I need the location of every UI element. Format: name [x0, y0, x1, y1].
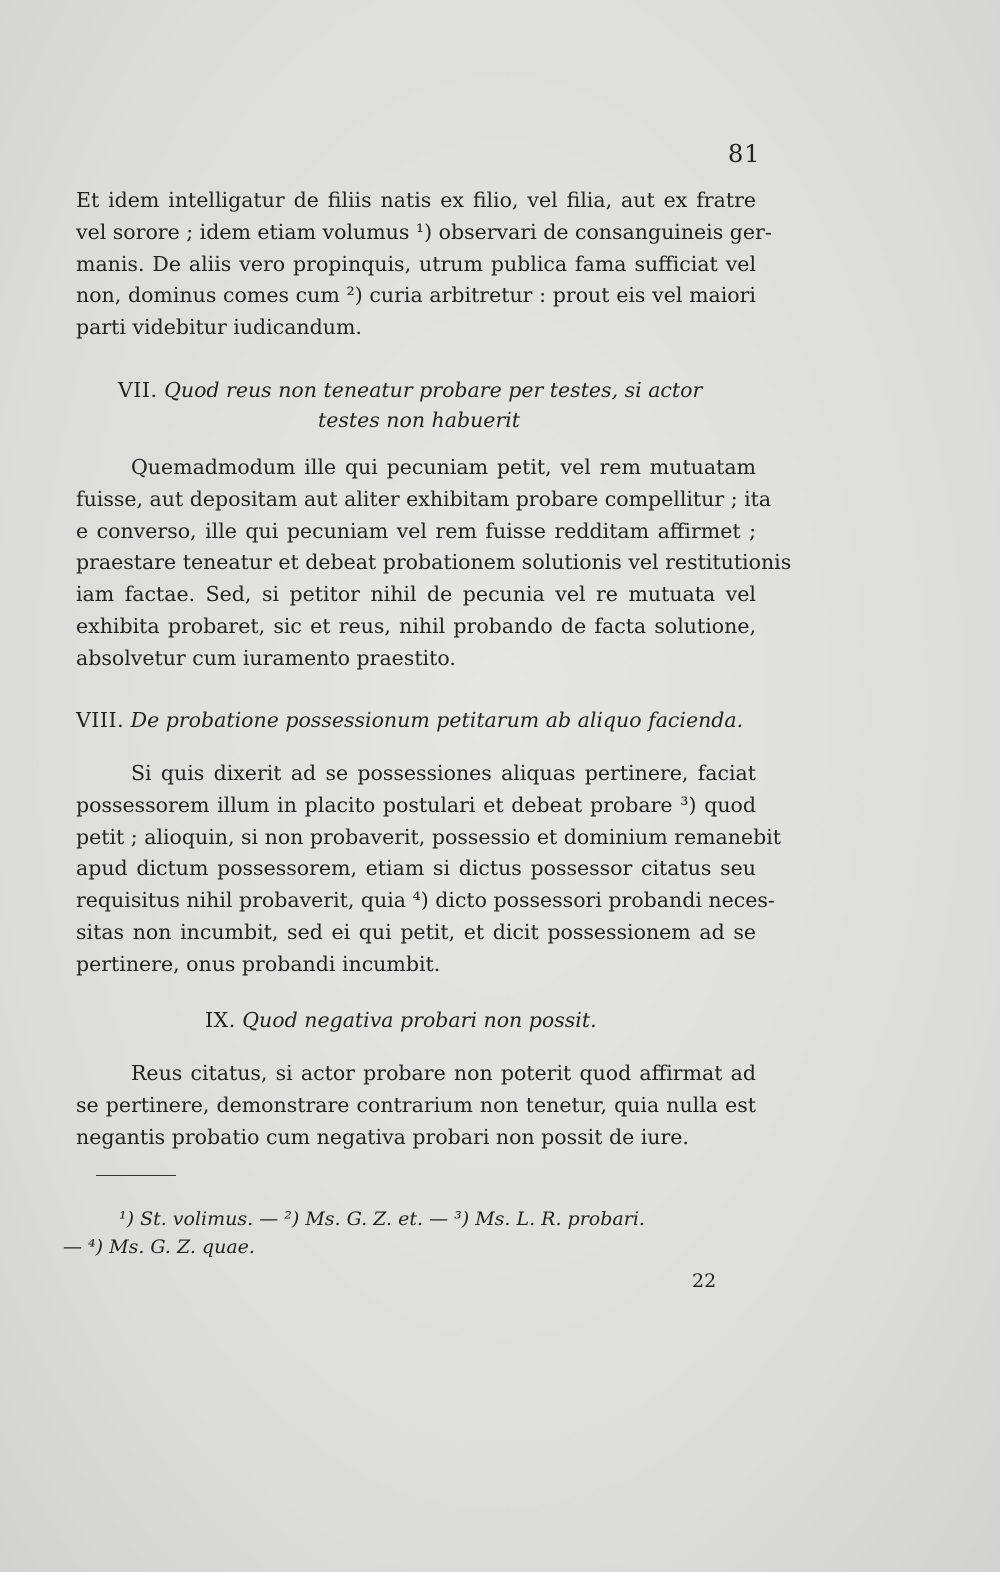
text-line: Si quis dixerit ad se possessiones aliquas pertinere, faciat: [131, 761, 756, 785]
text-line: se pertinere, demonstrare contrarium non tenetur, quia nulla est: [76, 1092, 756, 1117]
section-title-continued: testes non habuerit: [318, 408, 521, 432]
text-line: manis. De aliis vero propinquis, utrum publica fama sufficiat vel: [76, 251, 756, 276]
section-7-heading-continued: [318, 405, 520, 435]
text-line: requisitus nihil probaverit, quia ⁴) dicto possessori probandi neces-: [76, 888, 775, 913]
printer-signature: 22: [692, 1270, 717, 1292]
section-8-paragraph: [76, 758, 782, 981]
text-line: apud dictum possessorem, etiam si dictus possessor citatus seu: [76, 856, 756, 881]
text-line: sitas non incumbit, sed ei qui petit, et dicit possessionem ad se: [76, 919, 756, 944]
footnote-separator: [96, 1175, 176, 1176]
section-number: IX.: [205, 1008, 236, 1032]
text-line: possessorem illum in placito postulari et debeat probare ³) quod: [76, 792, 756, 817]
page-number: 81: [728, 140, 761, 168]
text-line: absolvetur cum iuramento praestito.: [76, 645, 456, 670]
text-line: negantis probatio cum negativa probari non possit de iure.: [76, 1124, 689, 1149]
intro-paragraph: [76, 185, 772, 344]
section-number: VIII.: [76, 708, 125, 732]
section-title: De probatione possessionum petitarum ab aliquo facienda.: [130, 708, 744, 732]
text-line: Et idem intelligatur de filiis natis ex filio, vel filia, aut ex fratre: [76, 188, 756, 212]
text-line: non, dominus comes cum ²) curia arbitretur : prout eis vel maiori: [76, 283, 756, 308]
text-line: pertinere, onus probandi incumbit.: [76, 951, 441, 976]
section-9-paragraph: [76, 1058, 756, 1153]
text-line: vel sorore ; idem etiam volumus ¹) observari de consanguineis ger-: [76, 219, 772, 244]
section-title: Quod negativa probari non possit.: [242, 1008, 597, 1032]
text-line: parti videbitur iudicandum.: [76, 315, 362, 340]
text-line: praestare teneatur et debeat probationem solutionis vel restitutionis: [76, 550, 792, 575]
footnote-line: ¹) St. volimus. — ²) Ms. G. Z. et. — ³) Ms. L. R. probari.: [119, 1208, 645, 1230]
text-line: e converso, ille qui pecuniam vel rem fuisse redditam affirmet ;: [76, 518, 756, 543]
text-line: petit ; alioquin, si non probaverit, possessio et dominium remanebit: [76, 824, 782, 849]
text-line: Reus citatus, si actor probare non poterit quod affirmat ad: [131, 1061, 756, 1085]
section-number: VII.: [118, 378, 158, 402]
section-9-heading: [205, 1005, 597, 1035]
section-8-heading: [76, 705, 743, 735]
text-line: iam factae. Sed, si petitor nihil de pecunia vel re mutuata vel: [76, 582, 756, 607]
section-7-heading: [118, 375, 702, 405]
text-line: fuisse, aut depositam aut aliter exhibitam probare compellitur ; ita: [76, 486, 772, 511]
footnotes: [63, 1205, 763, 1261]
text-line: exhibita probaret, sic et reus, nihil probando de facta solutione,: [76, 613, 756, 638]
section-7-paragraph: [76, 452, 792, 675]
footnote-line: — ⁴) Ms. G. Z. quae.: [63, 1236, 255, 1258]
text-line: Quemadmodum ille qui pecuniam petit, vel rem mutuatam: [131, 455, 756, 479]
section-title: Quod reus non teneatur probare per testes, si actor: [164, 378, 703, 402]
